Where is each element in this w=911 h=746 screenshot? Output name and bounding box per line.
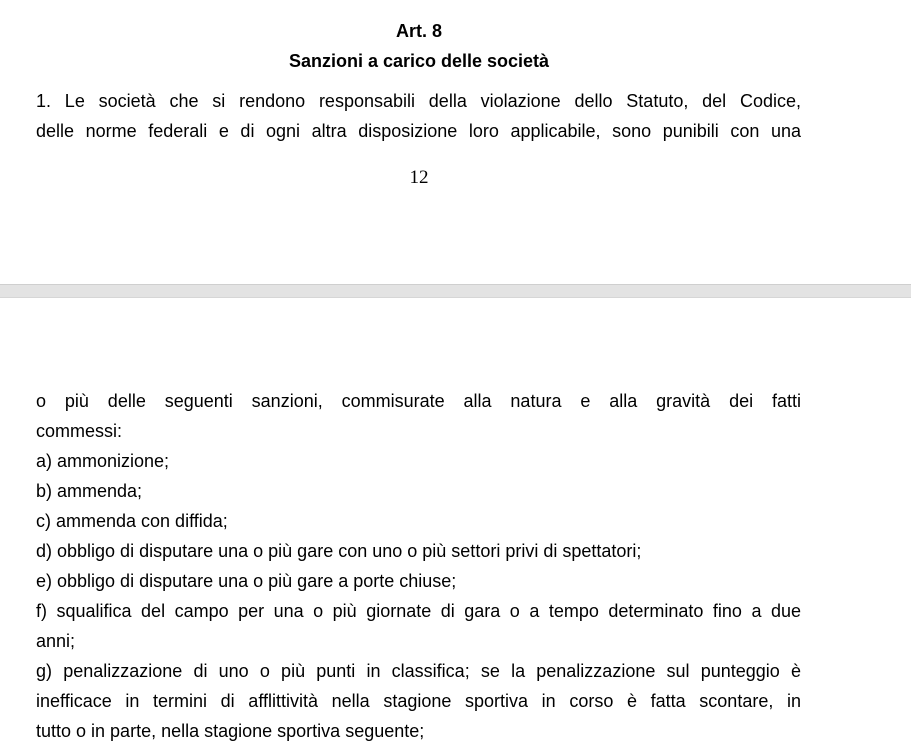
page-separator [0, 284, 911, 298]
list-item: c) ammenda con diffida; [36, 511, 228, 531]
list-item-continuation: anni; [36, 631, 76, 651]
paragraph-line: commessi: [36, 421, 123, 441]
sanctions-list [36, 386, 801, 746]
list-item: a) ammonizione; [36, 451, 170, 471]
document-page-lower [0, 298, 911, 746]
list-item-continuation: inefficace in termini di afflittività nella stagione sportiva in corso è fatta scontare, in [36, 691, 801, 711]
list-item-continuation: tutto o in parte, nella stagione sportiva seguente; [36, 721, 425, 741]
article-paragraph-1 [36, 86, 801, 146]
list-item: g) penalizzazione di uno o più punti in classifica; se la penalizzazione sul punteggio è [36, 661, 801, 681]
list-item: f) squalifica del campo per una o più giornate di gara o a tempo determinato fino a due [36, 601, 801, 621]
article-number: Art. 8 [395, 21, 442, 41]
paragraph-line: 1. Le società che si rendono responsabili della violazione dello Statuto, del Codice, [36, 91, 801, 111]
list-item: d) obbligo di disputare una o più gare con uno o più settori privi di spettatori; [36, 541, 642, 561]
document-page-upper [0, 0, 911, 284]
paragraph-line: delle norme federali e di ogni altra disposizione loro applicabile, sono punibili con una [36, 121, 801, 141]
list-item: b) ammenda; [36, 481, 143, 501]
page-number: 12 [409, 167, 429, 188]
paragraph-line: o più delle seguenti sanzioni, commisurate alla natura e alla gravità dei fatti [36, 391, 801, 411]
article-title: Sanzioni a carico delle società [288, 51, 550, 71]
list-item: e) obbligo di disputare una o più gare a porte chiuse; [36, 571, 457, 591]
